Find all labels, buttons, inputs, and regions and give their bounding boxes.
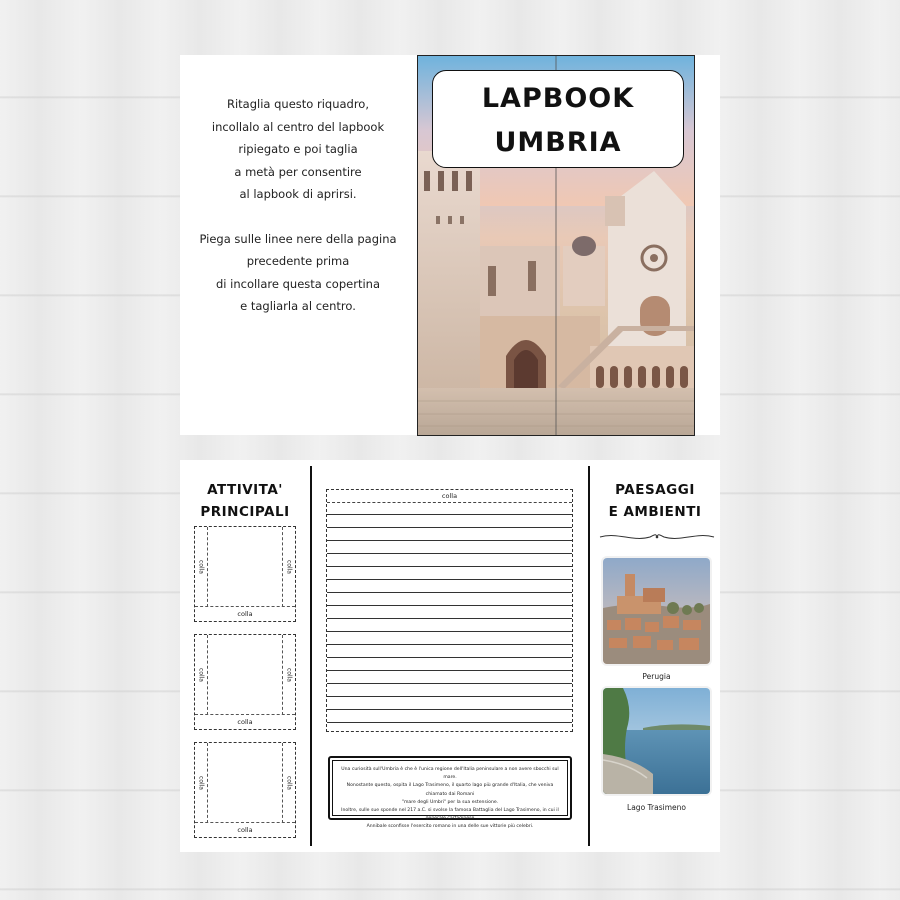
instruction-line: a metà per consentire [234,164,362,179]
glue-strip-left [195,635,208,715]
fold-line-left [310,466,312,846]
fact-line: "mare degli Umbri" per la sua estensione. [401,799,499,805]
glue-strip-left [195,527,208,607]
activity-flap[interactable] [194,742,296,838]
glue-label: colla [285,560,293,574]
cover-title-line-1: LAPBOOK [481,83,635,114]
instruction-line: di incollare questa copertina [215,276,380,291]
glue-strip-right [282,635,295,715]
glue-label: colla [197,560,205,574]
perugia-caption: Perugia [642,672,671,681]
writing-lines [327,502,572,731]
fact-line: Una curiosità sull'Umbria è che è l'unica regione dell'Italia peninsulare a non avere sbocchi sul mare. [341,767,559,781]
glue-strip-right [282,743,295,823]
activity-flap[interactable] [194,526,296,622]
fact-line: Annibale sconfisse l'esercito romano in una delle sue vittorie più celebri. [366,824,534,830]
instruction-line: ripiegato e poi taglia [238,142,358,156]
lapbook-interior-sheet [180,460,720,852]
glue-strip-bottom: colla [195,822,295,837]
lake-photo [603,688,710,794]
instruction-line: Ritaglia questo riquadro, [226,97,369,111]
decorative-swirl-icon [598,530,716,544]
cover-title [432,70,684,168]
instruction-line: e tagliarla al centro. [240,299,356,313]
instructions-paragraph-1 [180,93,416,206]
glue-label: colla [197,776,205,790]
lined-writing-area[interactable] [326,489,573,732]
glue-label: colla [285,668,293,682]
fold-line-right [588,466,590,846]
glue-strip-bottom: colla [195,714,295,729]
landscapes-title [590,479,720,523]
cover-image [417,55,695,436]
cover-title-line-2: UMBRIA [494,127,622,158]
instruction-line: incollalo al centro del lapbook [211,119,385,134]
instructions-text [180,93,416,340]
landscapes-title-line-2: E AMBIENTI [608,504,702,520]
fact-line: Nonostante questo, ospita il Lago Trasimeno, il quarto lago più grande d'Italia, che veniva chiamato dai Romani [346,783,554,797]
instruction-line: Piega sulle linee nere della pagina [199,231,397,246]
perugia-photo [603,558,710,664]
instructions-paragraph-2 [180,228,416,318]
landscapes-title-line-1: PAESAGGI [615,482,695,498]
instruction-line: al lapbook di aprirsi. [239,187,357,201]
glue-strip-bottom: colla [195,606,295,621]
fact-line: Inoltre, sulle sue sponde nel 217 a.C. si svolse la famosa Battaglia del Lago Trasimeno, in cui il generale cartaginese [341,808,559,822]
glue-strip-right [282,527,295,607]
cover-sheet [180,55,720,435]
glue-label: colla [327,490,572,503]
lake-caption: Lago Trasimeno [627,803,686,812]
fun-fact-box [328,756,572,830]
instruction-line: precedente prima [246,254,350,268]
activities-title-line-1: ATTIVITA' [207,482,283,498]
activity-flap[interactable] [194,634,296,730]
glue-label: colla [285,776,293,790]
activities-title [180,479,310,523]
activities-title-line-2: PRINCIPALI [200,504,290,520]
glue-label: colla [197,668,205,682]
glue-strip-left [195,743,208,823]
